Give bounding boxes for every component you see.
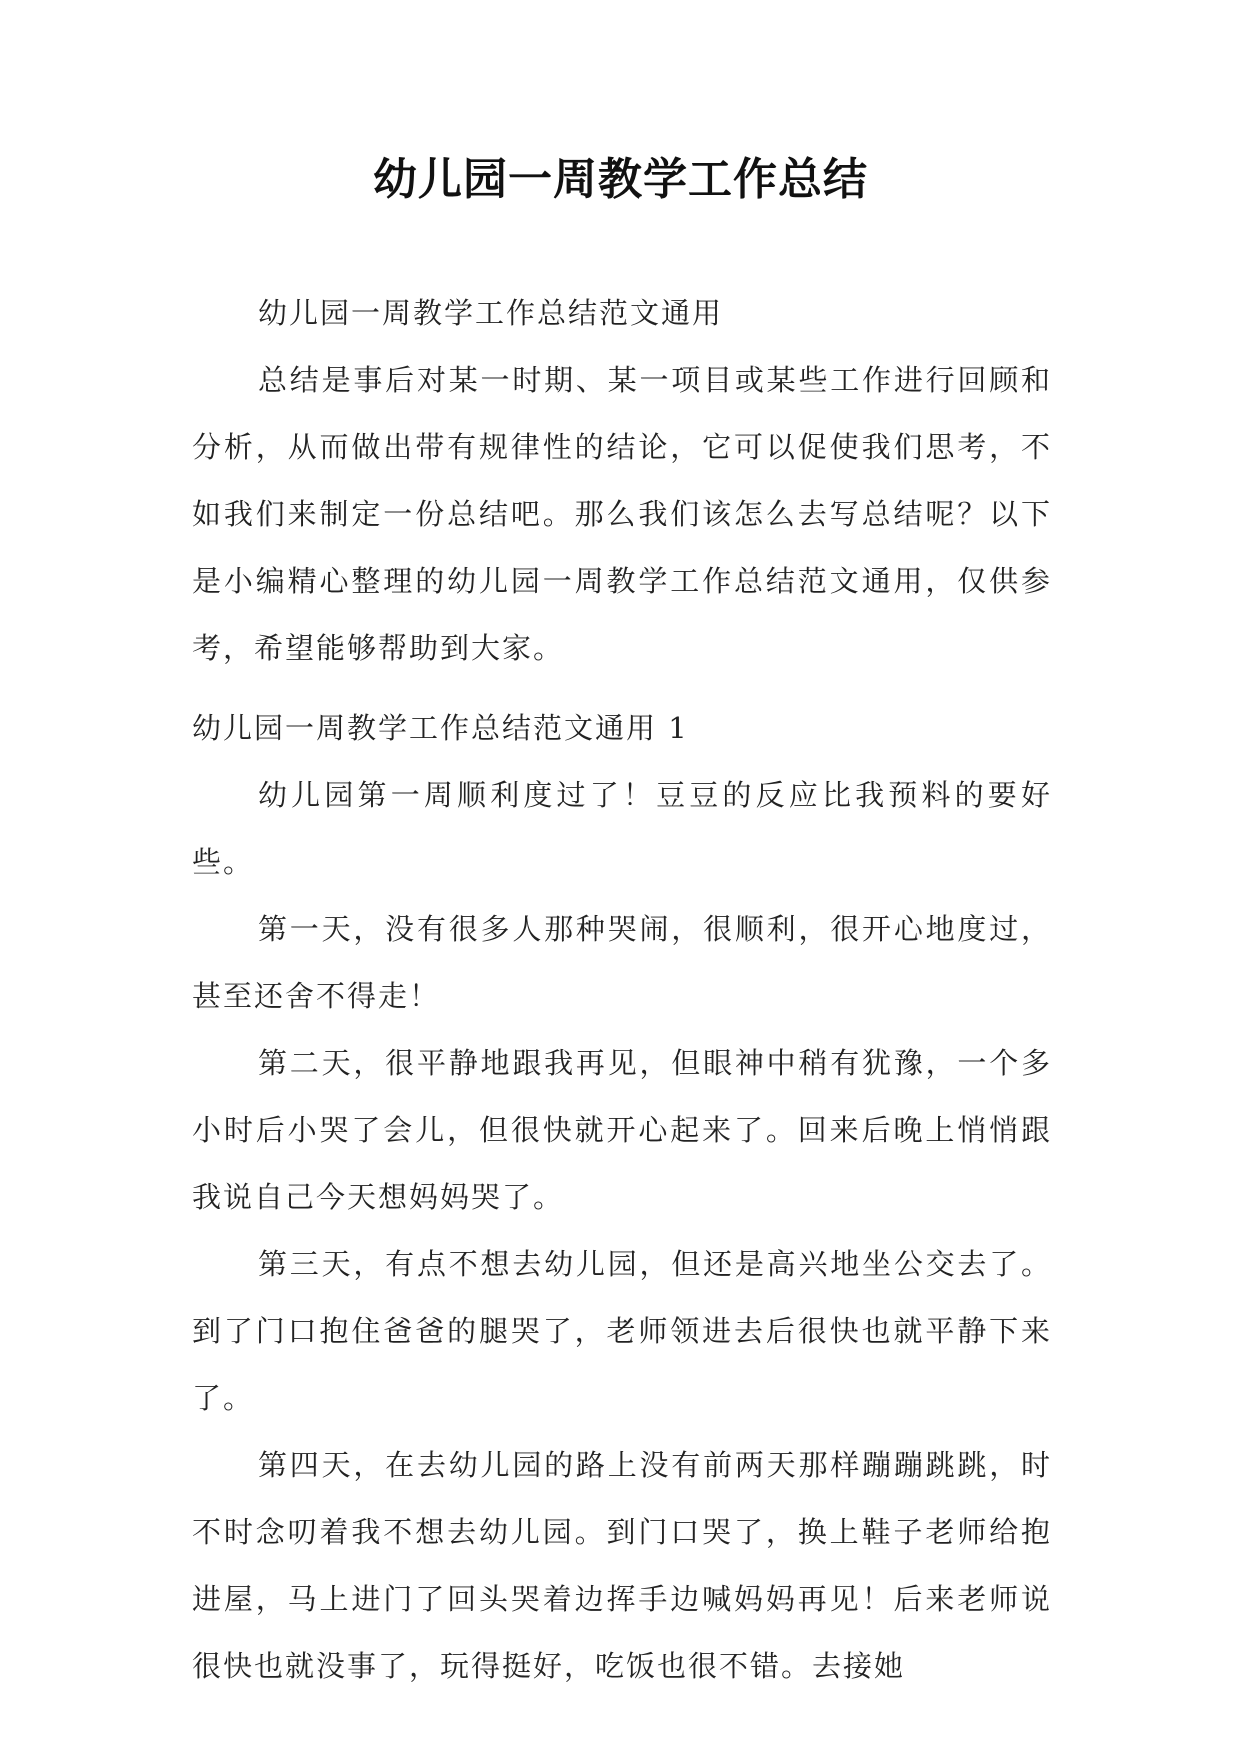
section-heading: 幼儿园一周教学工作总结范文通用 1 [192, 711, 689, 745]
section-paragraph: 第一天，没有很多人那种哭闹，很顺利，很开心地度过，甚至还舍不得走！ [192, 912, 1052, 1013]
section-paragraph: 第三天，有点不想去幼儿园，但还是高兴地坐公交去了。到了门口抱住爸爸的腿哭了，老师领进去后很快也就平静下来了。 [192, 1247, 1052, 1415]
document-title: 幼儿园一周教学工作总结 [373, 154, 868, 205]
section-paragraph: 第二天，很平静地跟我再见，但眼神中稍有犹豫，一个多小时后小哭了会儿，但很快就开心起来了。回来后晚上悄悄跟我说自己今天想妈妈哭了。 [192, 1046, 1052, 1214]
intro-paragraph: 总结是事后对某一时期、某一项目或某些工作进行回顾和分析，从而做出带有规律性的结论，它可以促使我们思考，不如我们来制定一份总结吧。那么我们该怎么去写总结呢？以下是小编精心整理的幼儿园一周教学工作总结范文通用，仅供参考，希望能够帮助到大家。 [192, 363, 1052, 665]
section-paragraph: 幼儿园第一周顺利度过了！豆豆的反应比我预料的要好些。 [192, 778, 1052, 879]
intro-block [192, 280, 1052, 682]
section-1-block [192, 695, 1052, 1700]
intro-subtitle: 幼儿园一周教学工作总结范文通用 [258, 296, 724, 330]
section-paragraph: 第四天，在去幼儿园的路上没有前两天那样蹦蹦跳跳，时不时念叨着我不想去幼儿园。到门口哭了，换上鞋子老师给抱进屋，马上进门了回头哭着边挥手边喊妈妈再见！后来老师说很快也就没事了，玩得挺好，吃饭也很不错。去接她 [192, 1448, 1052, 1683]
